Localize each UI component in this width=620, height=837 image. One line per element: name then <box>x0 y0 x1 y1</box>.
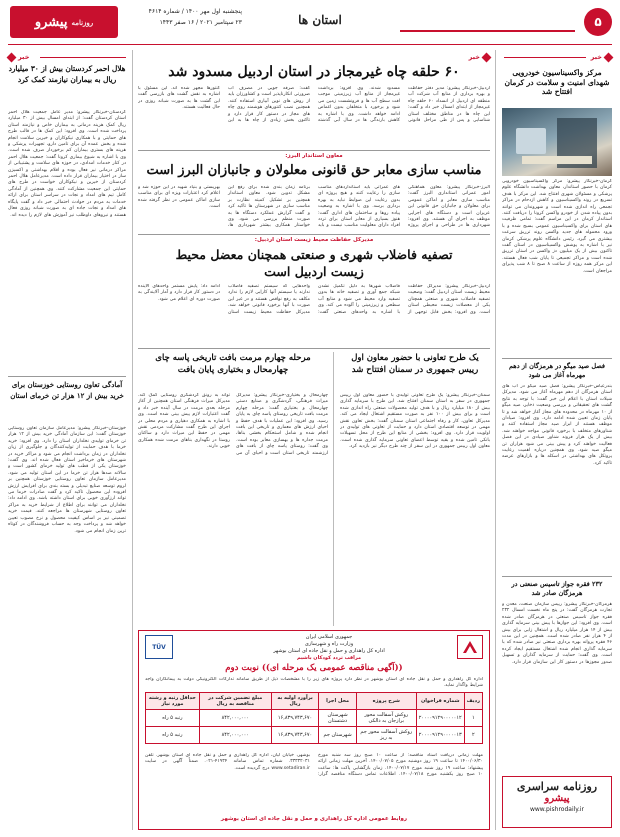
col-row: ردیف <box>464 693 482 710</box>
diamond-icon <box>604 52 614 62</box>
news-label-left: خبر <box>8 52 29 62</box>
heritage-headline: مرحله چهارم مرمت بافت تاریخی پاسه چای چهارمحال و بختیاری پایان یافت <box>155 353 311 375</box>
hormozgan-shrimp-body: بندرعباس-خبرنگار پیشرو: فصل صید میگو در آب های استان هرمزگان از دهم مهرماه آغاز می شود. مدیرکل شیلات استان با اعلام این خبر گفت: با توجه به نتایج گشت های تحقیقاتی و بررسی وضعیت ذخایر، صید میگو از ۱۰ مهرماه در محدوده های مجاز آغاز خواهد شد و تا پایان زمان تعیین شده ادامه دارد. وی افزود: صیادان موظف هستند از ابزار صید مجاز استفاده کنند و شناورهای متخلف با برخورد قانونی مواجه خواهند شد. بیش از یک هزار فروند شناور صیادی در این فصل فعالیت خواهند کرد و پیش بینی می شود هزاران تن میگو صید شود. وی همچنین درباره اهمیت رعایت پروتکل های بهداشتی در اسکله ها و بازارهای عرضه تاکید کرد. <box>502 384 612 466</box>
news-label-right: خبر <box>591 52 612 62</box>
tuv-logo: TÜV <box>145 635 173 659</box>
col-rank: حداقل رتبه و رشته مورد نیاز <box>146 693 200 710</box>
tender-org-line-3: اداره کل راهداری و حمل و نقل جاده ای استان بوشهر <box>273 648 385 654</box>
logo-text: پیشرو <box>34 14 68 30</box>
newspaper-logo[interactable] <box>10 6 118 38</box>
ardabil-wells-body: اردبیل-خبرنگار پیشرو: مدیر دفتر حفاظت و بهره برداری از منابع آب شرکت آب منطقه ای اردبیل از انسداد ۶۰ حلقه چاه غیرمجاز از ابتدای امسال خبر داد و گفت: این چاه ها در مناطق مختلف استان شناسایی و پس از طی مراحل قانونی مسدود شدند. وی افزود: برداشت غیرمجاز از منابع آب زیرزمینی موجب افت سطح آب ها و فرونشست زمین می شود و برخورد با متخلفان بدون اغماض ادامه خواهد داشت. وی با اشاره به کاهش بارندگی ها در سال آبی گذشته گفت: صرفه جویی در مصرف آب ضرورتی انکارناپذیر است و کشاورزان باید از روش های نوین آبیاری استفاده کنند. همچنین نصب کنتورهای هوشمند روی چاه های مجاز در دستور کار قرار دارد و تاکنون بخش زیادی از چاه ها به این کنتورها مجهز شده اند. این مسئول با اشاره به نقش گشت های بازرسی گفت این گشت ها به صورت شبانه روزی در حال فعالیت هستند. <box>138 86 490 124</box>
logo-subtitle: روزنامه <box>71 17 94 27</box>
semnan-body: سمنان-خبرنگار پیشرو: یک طرح تعاونی تولیدی با حضور معاون اول رییس جمهوری در سفر به استان سمنان افتتاح شد. این طرح با سرمایه گذاری بیش از ۱۸۰ میلیارد ریال و با هدف تولید محصولات صنعتی راه اندازی شده است و برای بیش از ۱۰۰ نفر به صورت مستقیم اشتغال ایجاد می کند. مدیرکل تعاون، کار و رفاه اجتماعی استان سمنان گفت: بخش تعاون نقش مهمی در توسعه اقتصادی استان دارد و حمایت از تعاونی های تولیدی در اولویت قرار دارد. وی افزود: بخشی از منابع این طرح از محل تسهیلات بانکی تامین شده و بقیه توسط اعضای تعاونی سرمایه گذاری شده است. معاون اول رییس جمهوری در این سفر از چند طرح دیگر نیز بازدید کرد. <box>340 393 490 450</box>
hormozgan-shrimp-headline: فصل صید میگو در هرمزگان از دهم مهرماه آغاز می شود <box>508 362 606 379</box>
tender-intro: اداره کل راهداری و حمل و نقل جاده ای استان بوشهر در نظر دارد پروژه های زیر را با مشخصات ذیل از طریق سامانه تدارکات الکترونیکی دولت به پیمانکاران واجد شرایط واگذار نماید. <box>145 677 483 689</box>
ardabil-wells-headline: ۶۰ حلقه چاه غیرمجاز در استان اردبیل مسدود شد <box>168 64 460 80</box>
dateline-persian: پنجشنبه اول مهر ۱۴۰۰ / شماره ۴۶۱۴ <box>148 8 242 15</box>
wastewater-headline: تصفیه فاضلاب شهری و صنعتی همچنان معضل محیط زیست اردبیل است <box>175 247 453 279</box>
wastewater-byline: مدیرکل حفاظت محیط زیست استان اردبیل: <box>254 237 374 243</box>
tender-org-line-2: وزارت راه و شهرسازی <box>304 641 354 647</box>
wastewater-body: اردبیل-خبرنگار پیشرو: مدیرکل حفاظت محیط زیست استان اردبیل گفت: وضعیت تصفیه فاضلاب شهری و صنعتی همچنان یکی از معضلات زیست محیطی استان است. وی افزود: بخش قابل توجهی از فاضلاب شهرها به دلیل تکمیل نشدن شبکه جمع آوری و تصفیه خانه ها بدون تصفیه وارد محیط می شود و منابع آب سطحی و زیرزمینی را آلوده می کند. وی با اشاره به واحدهای صنعتی گفت: واحدهایی که سیستم تصفیه فاضلاب ندارند یا سیستم آنها کارایی لازم را ندارد مکلف به رفع نواقص هستند و در غیر این صورت با آنها برخورد قانونی خواهد شد. مدیرکل حفاظت محیط زیست استان ادامه داد: پایش مستمر واحدهای آلاینده در دستور کار قرار دارد و آمار آلایندگی به صورت دوره ای اعلام می شود. <box>138 284 490 315</box>
ministry-logo <box>457 635 483 659</box>
promo-brand: پیشرو <box>544 793 570 804</box>
tender-org <box>209 634 449 662</box>
kerman-body: کرمان-خبرنگار پیشرو: مرکز واکسیناسیون خودرویی کرمان با حضور استاندار، معاون بهداشت دانشگاه علوم پزشکی و مسئولان شهری افتتاح شد. این مرکز با هدف تسریع در روند واکسیناسیون و کاهش ازدحام در مراکز تجمعی راه اندازی شده است و شهروندان می توانند بدون پیاده شدن از خودرو واکسن کرونا را دریافت کنند. استاندار کرمان در این مراسم گفت: تمامی ظرفیت های استان برای واکسیناسیون عمومی بسیج شده و با ورود محموله های جدید واکسن روند تزریق سرعت بیشتری می گیرد. رئیس دانشگاه علوم پزشکی کرمان نیز با اشاره به پوشش واکسیناسیون در استان گفت تاکنون بیش از یک میلیون دز واکسن در استان تزریق شده است و مراکز تجمیعی تا پایان شب فعال هستند. این مرکز همه روزه از ساعت ۸ صبح تا ۸ شب پذیرای مراجعان است. <box>502 179 612 274</box>
kurdistan-headline: هلال احمر کردستان بیش از ۳۰ میلیارد ریال به بیماران نیازمند کمک کرد <box>8 64 126 84</box>
diamond-icon <box>482 52 492 62</box>
promo-url[interactable]: www.pishrodaily.ir <box>529 806 585 813</box>
col-location: محل اجرا <box>319 693 357 710</box>
promo-box[interactable] <box>502 776 612 828</box>
tender-advertisement <box>138 630 490 830</box>
semnan-headline: یک طرح تعاونی با حضور معاون اول رییس جمهوری در سمنان افتتاح شد <box>351 353 479 375</box>
kurdistan-body: کردستان-خبرنگار پیشرو: مدیر عامل جمعیت هلال احمر استان کردستان گفت: از ابتدای امسال بیش از ۳۰ میلیارد ریال کمک هزینه درمانی به بیماران خاص و نیازمند استان پرداخت شده است. وی افزود: این کمک ها در قالب طرح های حمایتی و با همکاری نیکوکاران و خیرین سلامت انجام شده و بخش عمده آن برای تامین دارو، تجهیزات پزشکی و هزینه های بستری بیماران کم برخوردار صرف شده است. وی با اشاره به شیوع بیماری کرونا گفت: جمعیت هلال احمر در کنار خدمات امدادی، در حوزه های سلامت و پشتیبانی از مراکز درمانی نیز فعال بوده و اقلام بهداشتی و اکسیژن ساز در اختیار بیماران قرار داده است. مدیرعامل هلال احمر کردستان از خیرین و نیکوکاران خواست در طرح های حمایتی این جمعیت مشارکت کنند. وی همچنین از آمادگی کامل تیم های امداد و نجات در سراسر استان برای ارائه خدمات به مردم در حوادث احتمالی خبر داد و گفت پایگاه های امداد و نجات جاده ای به صورت شبانه روزی فعال هستند و نیروهای داوطلب نیز آموزش های لازم را دیده اند. <box>8 110 126 218</box>
alborz-byline: معاون استاندار البرز: <box>285 153 343 159</box>
dateline-gregorian: ۲۳ سپتامبر ۲۰۲۱ / ۱۶ صفر ۱۴۴۳ <box>159 19 242 26</box>
alborz-headline: مناسب سازی معابر حق قانونی معلولان و جانبازان البرز است <box>146 163 482 178</box>
table-row: ۱ ۲۰۰۰۰۹۱۲۹۰۰۰۰۰۱۲ روکش آسفالت محور برازجان به دالکی شهرستان دشتستان ۱۶,۸۳۹,۷۴۳,۶۷۰ ۸۴۲,۰۰۰,۰۰۰ رتبه ۵ راه <box>146 710 483 727</box>
vaccination-center-photo <box>502 108 612 176</box>
kerman-headline: مرکز واکسیناسیون خودرویی شهدای امنیت و سلامت در کرمان افتتاح شد <box>504 68 610 96</box>
header-divider <box>8 44 612 45</box>
news-rule <box>504 57 586 58</box>
col-guarantee: مبلغ تضمین شرکت در مناقصه به ریال <box>199 693 271 710</box>
promo-title: روزنامه سراسری <box>516 780 598 793</box>
tender-title: ((آگهی مناقصه عمومی یک مرحله ای)) نوبت دوم <box>225 663 403 673</box>
khuzestan-body: خوزستان-خبرنگار پیشرو: مدیرعامل سازمان تعاون روستایی خوزستان گفت: این سازمان آمادگی خرید بیش از ۱۲ هزار تن خرمای تولیدی نخلداران استان را دارد. وی افزود: خرید خرما با هدف حمایت از تولیدکنندگان و جلوگیری از زیان نخلداران در زمان برداشت انجام می شود و مراکز خرید در شهرستان های خرماخیز استان فعال شده اند. وی گفت: خوزستان یکی از قطب های تولید خرمای کشور است و سالانه صدها هزار تن خرما در این استان تولید می شود. مدیرعامل سازمان تعاون روستایی خوزستان همچنین بر لزوم توسعه صنایع تبدیلی و بسته بندی برای افزایش ارزش افزوده این محصول تاکید کرد و گفت صادرات خرما می تواند ارزآوری خوبی برای استان داشته باشد. وی ادامه داد: نخلداران می توانند برای اطلاع از شرایط خرید به مراکز تعاون روستایی شهرستان ها مراجعه کنند. قیمت خرید تضمینی نیز بر اساس کیفیت محصول و نرخ مصوب تعیین خواهد شد و پرداخت وجه به حساب فروشندگان در کوتاه ترین زمان انجام می شود. <box>8 426 126 534</box>
heritage-body: چهارمحال و بختیاری-خبرنگار پیشرو: مدیرکل میراث فرهنگی، گردشگری و صنایع دستی چهارمحال و بختیاری گفت: مرحله چهارم مرمت بافت تاریخی روستای پاسه چای به پایان رسید. وی افزود: این عملیات با هدف حفظ و احیای ارزش های معماری و تاریخی این بافت انجام شده و شامل استحکام بخشی بناها، مرمت جداره ها و بهسازی معابر بوده است. وی گفت: روستای پاسه چای از بافت های ارزشمند تاریخی استان است و احیای آن می تواند به رونق گردشگری روستایی کمک کند. مدیرکل میراث فرهنگی استان همچنین از آغاز مرحله بعدی مرمت در سال آینده خبر داد و گفت اعتبارات لازم پیش بینی شده است. وی با اشاره به همکاری دهیاری و مردم محلی در اجرای این طرح گفت مشارکت مردمی نقش مهمی در حفظ این میراث دارد و ساکنان روستا در نگهداری بناهای مرمت شده همکاری خوبی دارند. <box>138 393 328 456</box>
tender-conditions: مهلت زمانی دریافت اسناد مناقصه: از ساعت ۱۰ صبح روز سه شنبه مورخ ۱۴۰۰/۰۶/۳۰ تا ساعت ۱۹ روز دوشنبه مورخ ۱۴۰۰/۰۷/۰۵. آخرین مهلت زمانی ارائه پیشنهاد: ساعت ۱۹ روز شنبه مورخ ۱۴۰۰/۰۷/۱۷. زمان بازگشایی پاکت ها: ساعت ۱۰ صبح روز یکشنبه مورخ ۱۴۰۰/۰۷/۱۸. اطلاعات تماس دستگاه مناقصه گزار: بوشهر، خیابان لیان، اداره کل راهداری و حمل و نقل جاده ای استان بوشهر. تلفن ۳۳۳۳۲۰۳۱. شماره تماس سامانه ۴۱۹۳۴-۰۲۱. ضمناً آگهی در سایت www.setadiran.ir درج گردیده است. <box>145 753 483 778</box>
alborz-body: البرز-خبرنگار پیشرو: معاون هماهنگی امور عمرانی استانداری البرز گفت: مناسب سازی معابر و اماکن عمومی برای معلولان و جانبازان حق قانونی این عزیزان است و دستگاه های اجرایی موظف به اجرای آن هستند. وی افزود: شهرداری ها در طراحی و اجرای پروژه های عمرانی باید استانداردهای مناسب سازی را رعایت کنند و هیچ پروژه ای بدون رعایت این ضوابط نباید به بهره برداری برسد. وی با اشاره به وضعیت پیاده روها و ساختمان های اداری گفت: هنوز بسیاری از معابر استان برای تردد افراد دارای معلولیت مناسب نیست و باید برنامه زمان بندی شده برای رفع این مشکل تدوین شود. معاون استاندار همچنین بر تشکیل کمیته نظارت بر مناسب سازی در شهرستان ها تاکید کرد و گفت گزارش عملکرد دستگاه ها به صورت منظم بررسی می شود. وی خواستار همکاری بیشتر شهرداری ها، بهزیستی و بنیاد شهید در این حوزه شد و اعلام کرد اعتبارات ویژه ای برای مناسب سازی اماکن عمومی در نظر گرفته شده است. <box>138 185 490 229</box>
hormozgan-industry-body: هرمزگان-خبرنگار پیشرو: رییس سازمان صنعت، معدن و تجارت هرمزگان گفت: در پنج ماه نخست امسال ۲۳۲ فقره جواز تاسیس صنعتی در هرمزگان صادر شده است. وی افزود: این جوازها با پیش بینی سرمایه گذاری بیش از ۱۴ هزار میلیارد ریال و اشتغال زایی برای بیش از ۴ هزار نفر صادر شده است. همچنین در این مدت ۴۶ فقره پروانه بهره برداری صنعتی نیز صادر شده که با سرمایه گذاری انجام شده اشتغال مستقیم ایجاد کرده است. وی گفت: حمایت از سرمایه گذاران و تسهیل صدور مجوزها در دستور کار این سازمان قرار دارد. <box>502 602 612 665</box>
col-project: شرح پروژه <box>356 693 416 710</box>
col-number: شماره فراخوان <box>416 693 464 710</box>
table-row: ۲ ۲۰۰۰۰۹۱۲۹۰۰۰۰۰۱۳ روکش آسفالت محور جم به ریز شهرستان جم ۱۶,۸۳۹,۷۴۳,۶۷۰ ۸۴۲,۰۰۰,۰۰۰ رتبه ۵ راه <box>146 727 483 744</box>
khuzestan-headline: آمادگی تعاون روستایی خوزستان برای خرید بیش از ۱۲ هزار تن خرمای استان <box>10 380 124 400</box>
page-header <box>0 0 620 44</box>
tender-org-line-1: جمهوری اسلامی ایران <box>305 634 353 640</box>
tender-signature: روابط عمومی اداره کل راهداری و حمل و نقل جاده ای استان بوشهر <box>220 816 408 822</box>
tender-table <box>145 692 483 750</box>
page-number: ۵ <box>584 8 612 36</box>
section-title: استان ها <box>298 13 342 27</box>
hormozgan-industry-headline: ۲۳۲ فقره جواز تاسیس صنعتی در هرمزگان صادر شد <box>511 580 603 597</box>
section-bar <box>400 12 575 32</box>
dateline <box>122 6 242 38</box>
news-label-center: خبر <box>469 52 490 62</box>
col-estimate: برآورد اولیه به ریال <box>271 693 319 710</box>
tender-slogan: مراقب تردد کودکان باشیم <box>296 655 362 661</box>
diamond-icon <box>7 52 17 62</box>
